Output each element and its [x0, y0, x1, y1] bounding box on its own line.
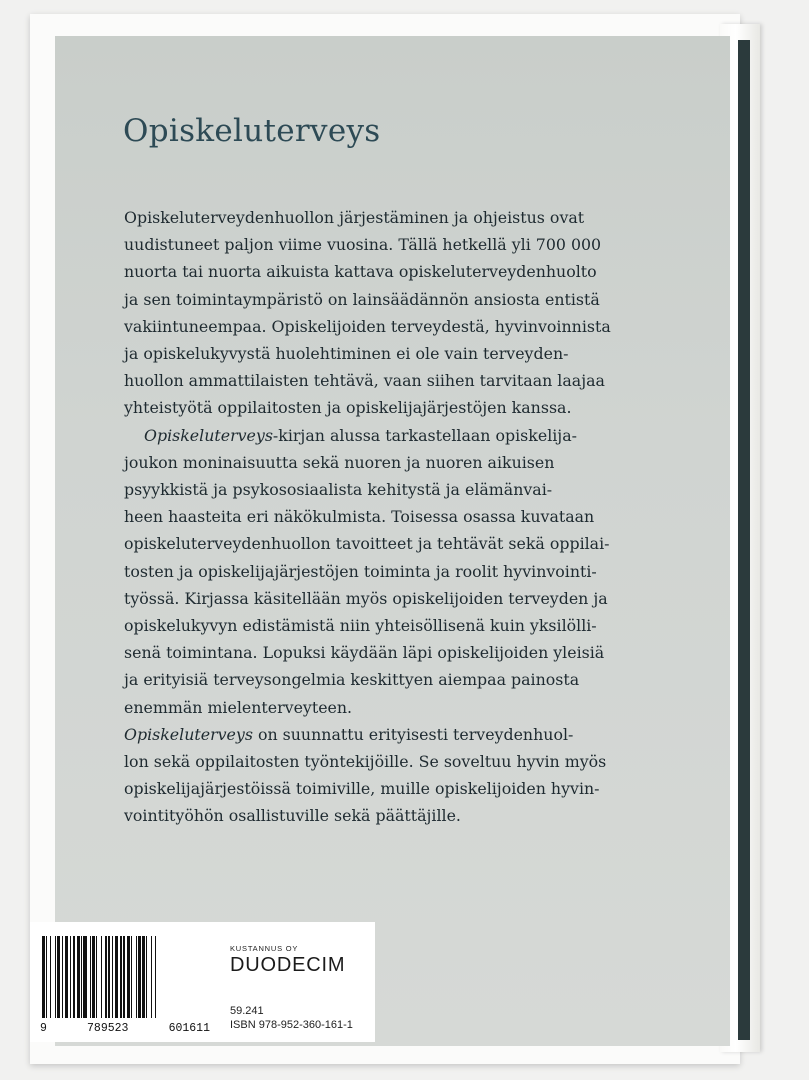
barcode — [42, 936, 200, 1018]
book-title: Opiskeluterveys — [123, 113, 381, 149]
barcode-digits-left: 789523 — [87, 1022, 129, 1035]
blurb-line: ja erityisiä terveysongelmia keskittyen aiempaa painosta — [124, 670, 580, 690]
publisher-name: DUODECIM — [230, 954, 346, 976]
book-title-italic: Opiskeluterveys — [124, 724, 253, 744]
blurb-line: vointityöhön osallistuville sekä päättäjille. — [124, 806, 461, 826]
blurb-line: senä toimintana. Lopuksi käydään läpi opiskelijoiden yleisiä — [124, 643, 605, 663]
classification-code: 59.241 — [230, 1005, 264, 1017]
blurb-line-rest: -kirjan alussa tarkastellaan opiskelija- — [272, 425, 577, 445]
blurb-line: yhteistyötä oppilaitosten ja opiskelijajärjestöjen kanssa. — [124, 398, 572, 418]
blurb-line: työssä. Kirjassa käsitellään myös opiskelijoiden terveyden ja — [124, 588, 608, 608]
blurb-line: Opiskeluterveydenhuollon järjestäminen ja ohjeistus ovat — [124, 208, 585, 227]
blurb-line: ja sen toimintaympäristö on lainsäädännön ansiosta entistä — [124, 289, 600, 309]
blurb-line: ja opiskelukyvystä huolehtiminen ei ole vain terveyden- — [124, 344, 569, 364]
blurb-line: joukon moninaisuutta sekä nuoren ja nuoren aikuisen — [124, 452, 555, 472]
blurb-line: opiskelukyvyn edistämistä niin yhteisöllisenä kuin yksilölli- — [124, 616, 597, 636]
book-title-italic: Opiskeluterveys — [144, 425, 273, 445]
blurb-line: tosten ja opiskelijajärjestöjen toiminta ja roolit hyvinvointi- — [124, 561, 597, 581]
blurb-line: huollon ammattilaisten tehtävä, vaan siihen tarvitaan laajaa — [124, 371, 605, 391]
blurb-text — [124, 204, 644, 830]
blurb-line: vakiintuneempaa. Opiskelijoiden terveydestä, hyvinvoinnista — [124, 316, 611, 336]
barcode-gap — [156, 936, 159, 1018]
barcode-digit-lead: 9 — [40, 1022, 47, 1035]
publisher-kicker: KUSTANNUS OY — [230, 944, 299, 953]
blurb-line — [124, 422, 644, 449]
barcode-digits — [40, 1022, 210, 1035]
blurb-line: heen haasteita eri näkökulmista. Toisessa osassa kuvataan — [124, 507, 595, 527]
blurb-line: enemmän mielenterveyteen. — [124, 697, 353, 717]
blurb-line: nuorta tai nuorta aikuista kattava opiskeluterveydenhuolto — [124, 262, 597, 282]
blurb-line: opiskeluterveydenhuollon tavoitteet ja tehtävät sekä oppilai- — [124, 534, 610, 554]
barcode-panel — [30, 922, 375, 1042]
barcode-digits-right: 601611 — [168, 1022, 210, 1035]
blurb-line-rest: on suunnattu erityisesti terveydenhuol- — [252, 724, 574, 744]
spine-edge — [738, 40, 750, 1040]
blurb-line: opiskelijajärjestöissä toimiville, muille opiskelijoiden hyvin- — [124, 779, 600, 799]
blurb-line: psyykkistä ja psykososiaalista kehitystä ja elämänvai- — [124, 480, 553, 500]
publisher-logo — [230, 944, 345, 977]
blurb-line — [124, 721, 644, 748]
blurb-line: uudistuneet paljon viime vuosina. Tällä hetkellä yli 700 000 — [124, 235, 602, 255]
isbn-number: ISBN 978-952-360-161-1 — [230, 1019, 353, 1031]
blurb-line: lon sekä oppilaitosten työntekijöille. Se soveltuu hyvin myös — [124, 752, 607, 772]
